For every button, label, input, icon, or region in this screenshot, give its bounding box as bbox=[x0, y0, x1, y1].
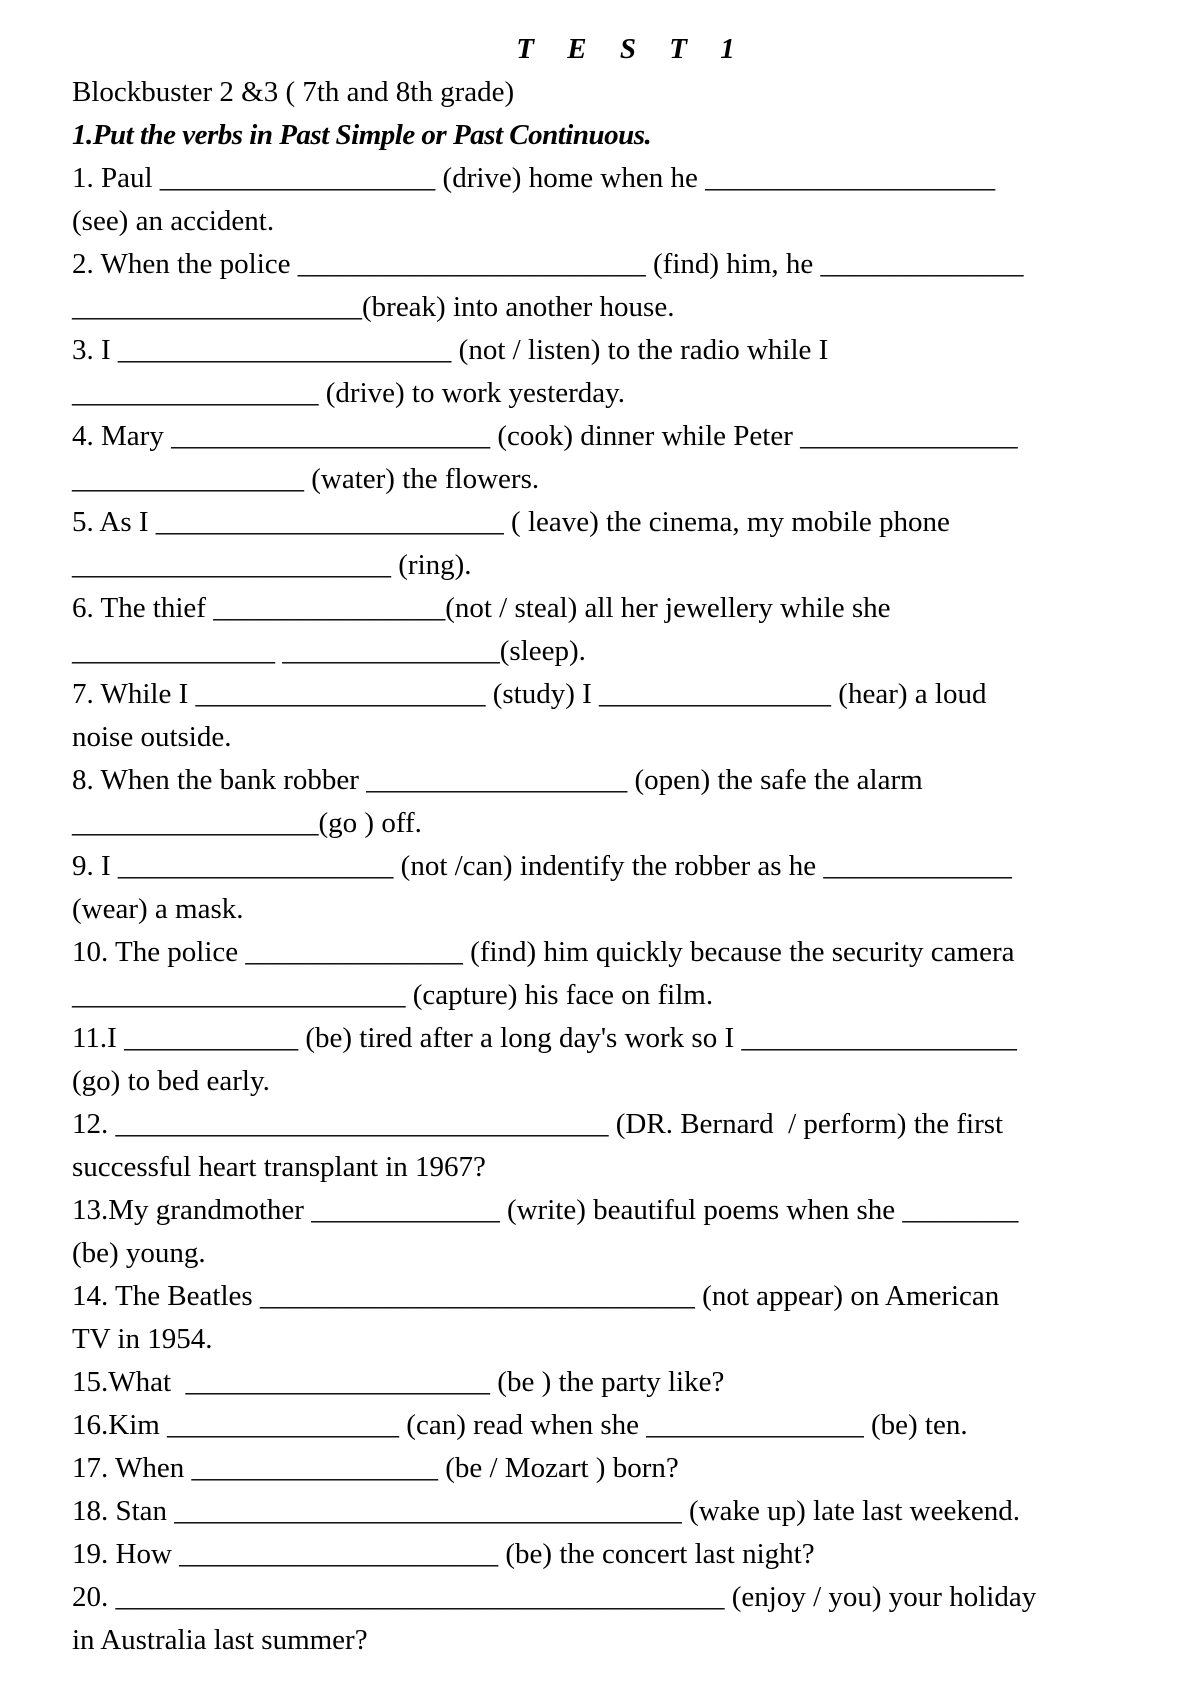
exercise-line: 8. When the bank robber __________________ (open) the safe the alarm bbox=[72, 764, 923, 796]
exercise-line: 18. Stan ___________________________________ (wake up) late last weekend. bbox=[72, 1495, 1020, 1527]
exercise-line: ______________ _______________(sleep). bbox=[72, 635, 586, 667]
exercise-line: 2. When the police ________________________ (find) him, he ______________ bbox=[72, 248, 1024, 280]
exercise-line: _______________________ (capture) his face on film. bbox=[72, 979, 714, 1011]
exercise-line: 15.What _____________________ (be ) the party like? bbox=[72, 1366, 725, 1398]
exercise-line: ____________________(break) into another house. bbox=[72, 291, 675, 323]
exercise-line: 11.I ____________ (be) tired after a long day's work so I ___________________ bbox=[72, 1022, 1017, 1054]
exercise-line: (go) to bed early. bbox=[72, 1065, 270, 1097]
exercise-line: 12. __________________________________ (DR. Bernard / perform) the first bbox=[72, 1108, 1004, 1140]
exercise-line: 13.My grandmother _____________ (write) beautiful poems when she ________ bbox=[72, 1194, 1019, 1226]
exercise-line: 9. I ___________________ (not /can) indentify the robber as he _____________ bbox=[72, 850, 1012, 882]
exercise-line: 16.Kim ________________ (can) read when she _______________ (be) ten. bbox=[72, 1409, 968, 1441]
subtitle: Blockbuster 2 &3 ( 7th and 8th grade) bbox=[72, 76, 515, 108]
exercise-line: _________________ (drive) to work yesterday. bbox=[72, 377, 626, 409]
exercise-line: 5. As I ________________________ ( leave) the cinema, my mobile phone bbox=[72, 506, 950, 538]
exercise-line: 10. The police _______________ (find) him quickly because the security camera bbox=[72, 936, 1015, 968]
exercise-line: successful heart transplant in 1967? bbox=[72, 1151, 486, 1183]
exercise-line: noise outside. bbox=[72, 721, 232, 753]
exercise-line: 6. The thief ________________(not / steal) all her jewellery while she bbox=[72, 592, 891, 624]
exercise-line: 7. While I ____________________ (study) I ________________ (hear) a loud bbox=[72, 678, 987, 710]
exercise-line: in Australia last summer? bbox=[72, 1624, 368, 1656]
exercise-line: 14. The Beatles ______________________________ (not appear) on American bbox=[72, 1280, 1000, 1312]
exercise-line: 19. How ______________________ (be) the concert last night? bbox=[72, 1538, 815, 1570]
exercise-lines bbox=[72, 157, 1152, 1662]
exercise-line: 3. I _______________________ (not / listen) to the radio while I bbox=[72, 334, 829, 366]
exercise-line: 4. Mary ______________________ (cook) dinner while Peter _______________ bbox=[72, 420, 1018, 452]
exercise-line: 1. Paul ___________________ (drive) home when he ____________________ bbox=[72, 162, 996, 194]
exercise-instruction: 1.Put the verbs in Past Simple or Past Continuous. bbox=[72, 119, 652, 151]
worksheet-page bbox=[72, 28, 1152, 1662]
exercise-line: 20. __________________________________________ (enjoy / you) your holiday bbox=[72, 1581, 1037, 1613]
exercise-line: (see) an accident. bbox=[72, 205, 275, 237]
page-title: T E S T 1 bbox=[516, 33, 748, 65]
exercise-line: _________________(go ) off. bbox=[72, 807, 422, 839]
exercise-line: ______________________ (ring). bbox=[72, 549, 472, 581]
exercise-line: 17. When _________________ (be / Mozart ) born? bbox=[72, 1452, 679, 1484]
exercise-line: TV in 1954. bbox=[72, 1323, 213, 1355]
exercise-line: ________________ (water) the flowers. bbox=[72, 463, 540, 495]
exercise-line: (be) young. bbox=[72, 1237, 206, 1269]
exercise-line: (wear) a mask. bbox=[72, 893, 244, 925]
